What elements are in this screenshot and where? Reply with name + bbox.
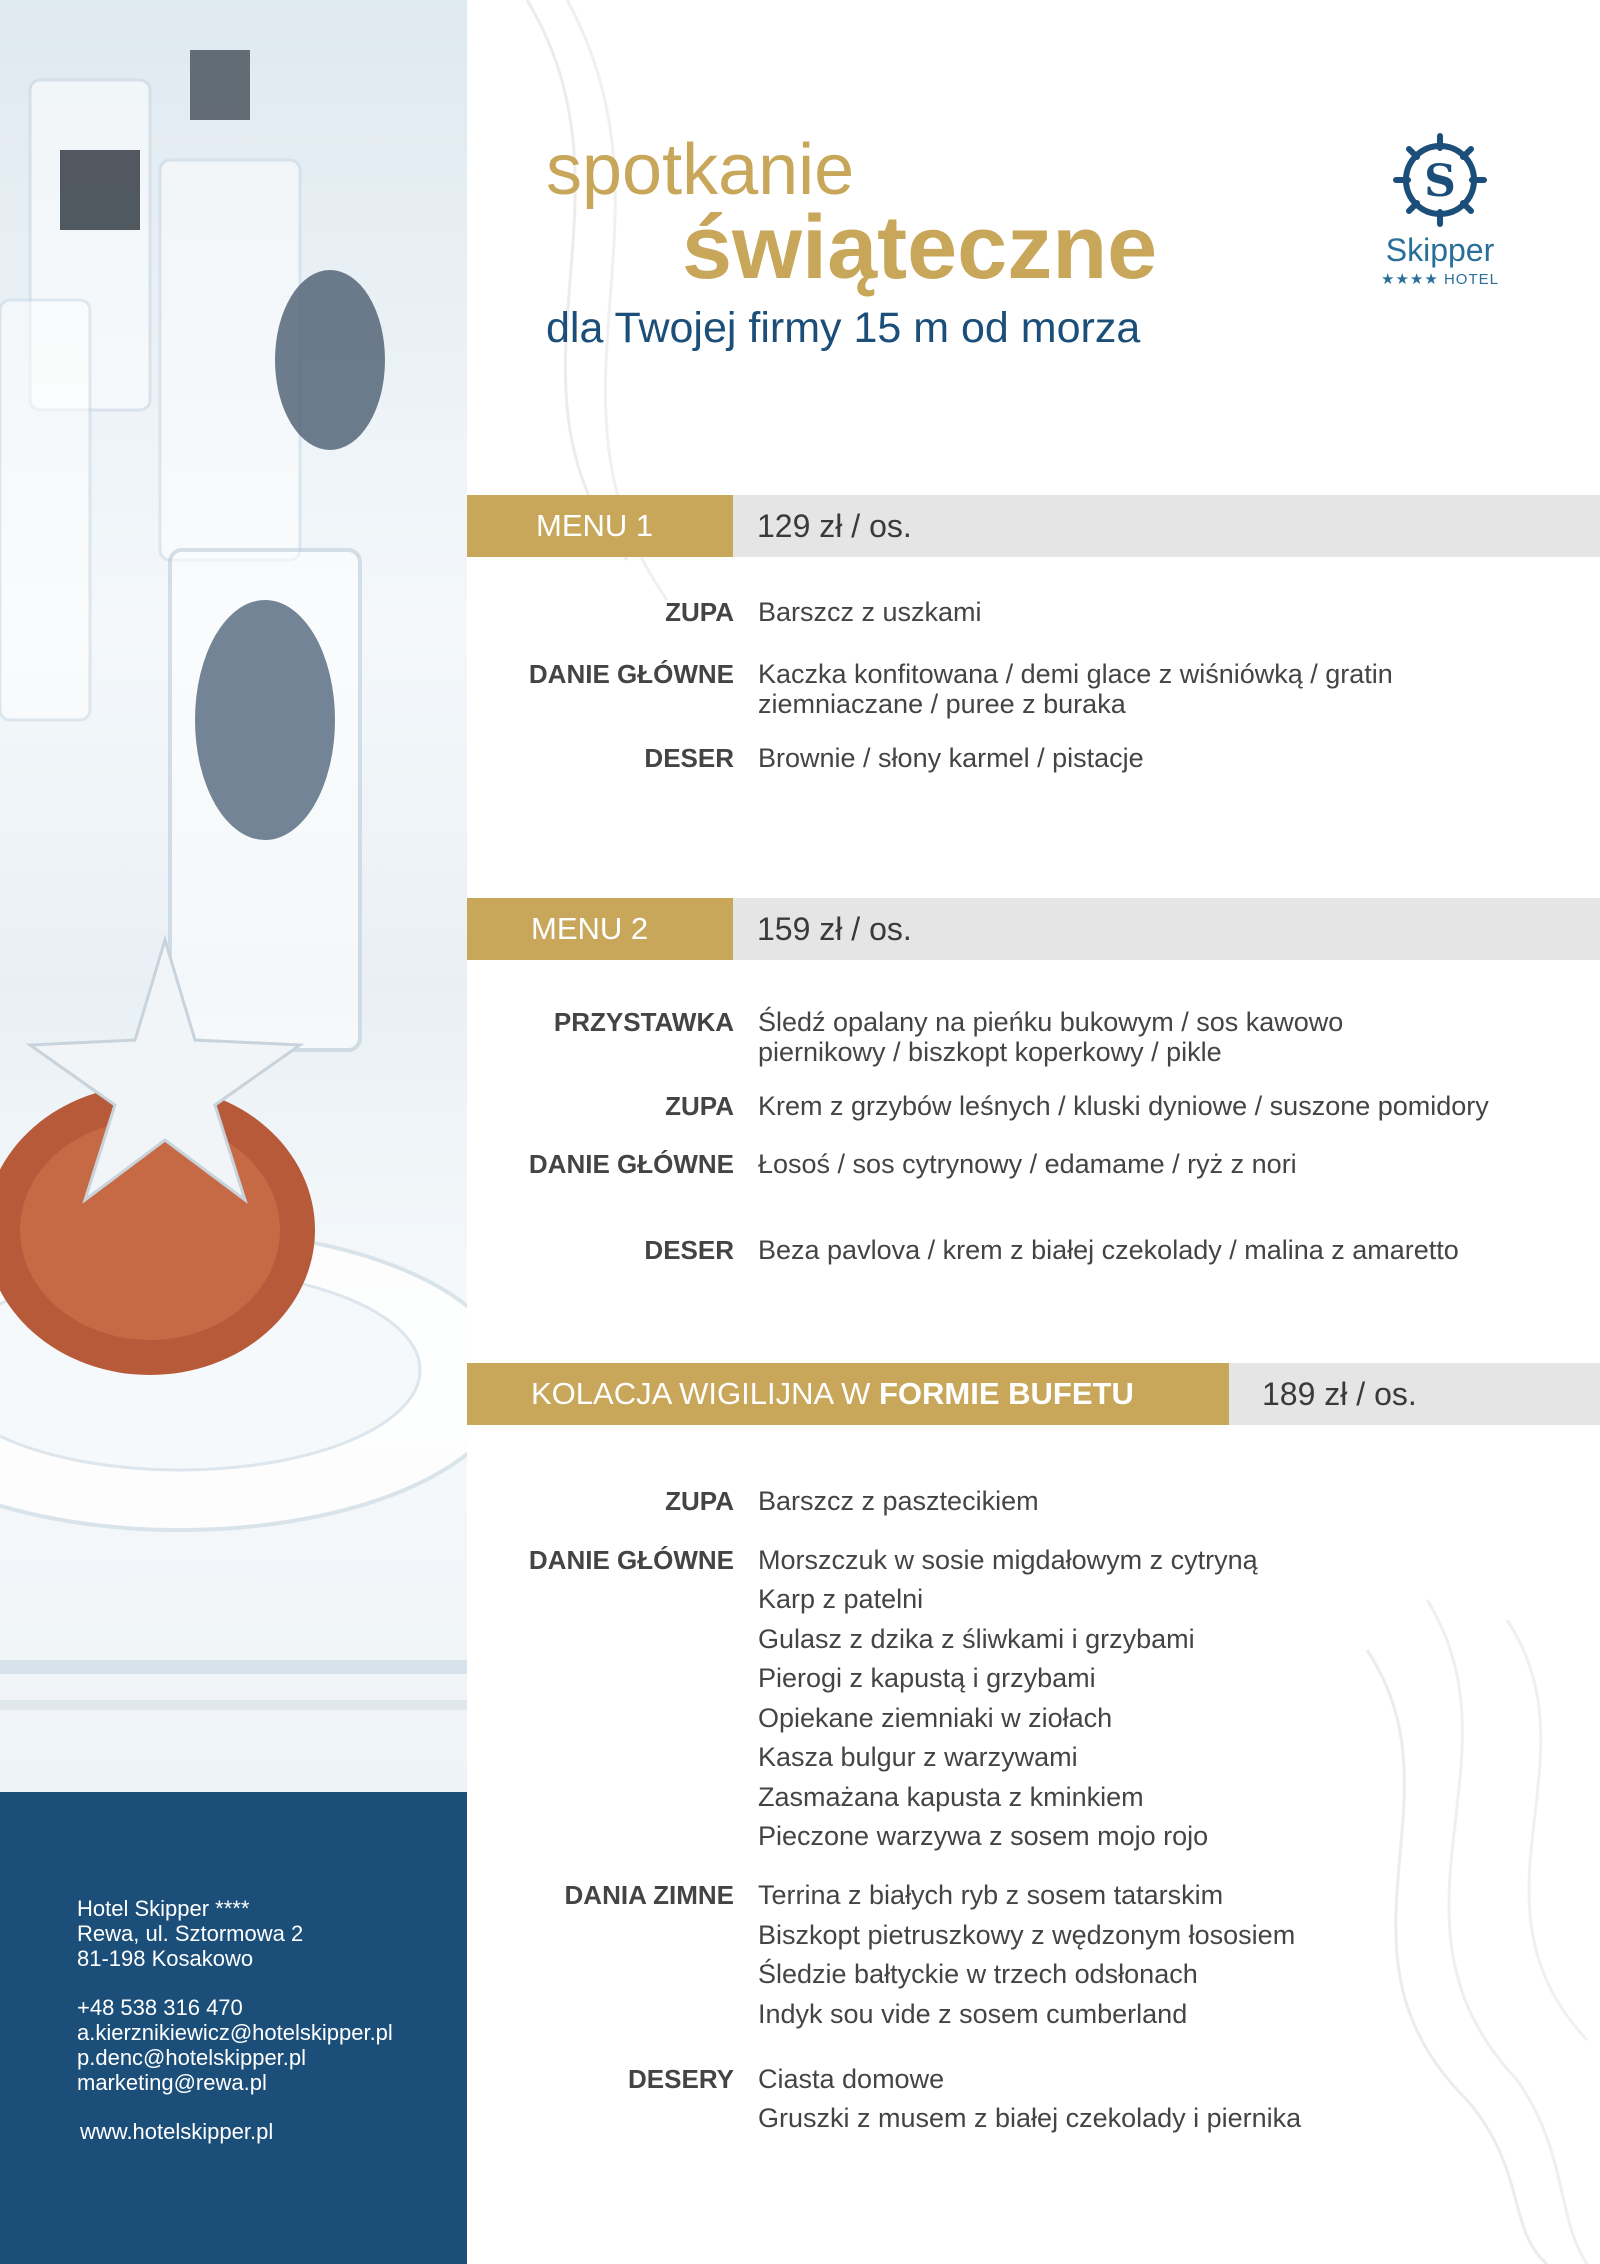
- bufet-zupa-line: Barszcz z pasztecikiem: [758, 1486, 1039, 1516]
- bufet-zimne-line: Indyk sou vide z sosem cumberland: [758, 1999, 1188, 2029]
- menu1-cat-zupa: ZUPA: [665, 597, 734, 627]
- menu2-cat-danie: DANIE GŁÓWNE: [528, 1149, 734, 1179]
- menu2-cat-zupa: ZUPA: [665, 1091, 734, 1121]
- title-line-1: spotkanie: [546, 130, 855, 210]
- title-line-2: świąteczne: [682, 198, 1158, 298]
- website-link[interactable]: www.hotelskipper.pl: [80, 2119, 274, 2144]
- bufet-danie-line: Gulasz z dzika z śliwkami i grzybami: [758, 1624, 1195, 1654]
- menu2-cat-deser: DESER: [644, 1235, 734, 1265]
- bufet-cat-danie: DANIE GŁÓWNE: [528, 1545, 734, 1575]
- phone-number: +48 538 316 470: [77, 1995, 243, 2020]
- contact-block: [0, 1792, 467, 2264]
- email-3: marketing@rewa.pl: [77, 2070, 267, 2095]
- menu1-item-zupa: Barszcz z uszkami: [758, 597, 982, 627]
- email-2: p.denc@hotelskipper.pl: [77, 2045, 307, 2070]
- menu2-item-zupa: Krem z grzybów leśnych / kluski dyniowe / suszone pomidory: [758, 1091, 1489, 1121]
- logo-subtitle: ★★★★ HOTEL: [1381, 271, 1499, 288]
- menu1-cat-deser: DESER: [644, 743, 734, 773]
- bufet-header-bar: [467, 1363, 1600, 1425]
- menu2-label: MENU 2: [467, 898, 733, 960]
- menu1-label: MENU 1: [467, 495, 733, 557]
- bufet-danie-line: Karp z patelni: [758, 1584, 924, 1614]
- menu2-item-danie: Łosoś / sos cytrynowy / edamame / ryż z nori: [758, 1149, 1297, 1179]
- hotel-name: Hotel Skipper ****: [77, 1896, 250, 1921]
- subtitle: dla Twojej firmy 15 m od morza: [546, 304, 1141, 352]
- bufet-price: 189 zł / os.: [1262, 1376, 1417, 1412]
- address-line-2: 81-198 Kosakowo: [77, 1946, 254, 1971]
- menu2-header-bar: [467, 898, 1600, 960]
- bufet-zimne-line: Biszkopt pietruszkowy z wędzonym łososiem: [758, 1920, 1296, 1950]
- bufet-zimne-line: Terrina z białych ryb z sosem tatarskim: [758, 1880, 1224, 1910]
- menu2-item-deser: Beza pavlova / krem z białej czekolady / malina z amaretto: [758, 1235, 1459, 1265]
- table-setting-photo: [0, 0, 467, 1792]
- bufet-danie-line: Pieczone warzywa z sosem mojo rojo: [758, 1821, 1209, 1851]
- bufet-danie-line: Pierogi z kapustą i grzybami: [758, 1663, 1096, 1693]
- menu2-item-przystawka: Śledź opalany na pieńku bukowym / sos kawowo piernikowy / biszkopt koperkowy / pikle: [758, 1007, 1344, 1067]
- menu1-header-bar: [467, 495, 1600, 557]
- address-line-1: Rewa, ul. Sztormowa 2: [77, 1921, 304, 1946]
- bufet-danie-line: Kasza bulgur z warzywami: [758, 1742, 1078, 1772]
- menu1-item-deser: Brownie / słony karmel / pistacje: [758, 743, 1144, 773]
- bufet-cat-zupa: ZUPA: [665, 1486, 734, 1516]
- menu1-cat-danie: DANIE GŁÓWNE: [528, 659, 734, 689]
- svg-text:S: S: [1424, 156, 1456, 207]
- menu1-price: 129 zł / os.: [757, 508, 912, 544]
- bufet-desery-line: Ciasta domowe: [758, 2064, 945, 2094]
- ship-wheel-icon: [1370, 130, 1510, 230]
- hotel-logo: [1370, 130, 1510, 300]
- bufet-cat-desery: DESERY: [628, 2064, 734, 2094]
- menu1-item-danie: Kaczka konfitowana / demi glace z wiśniówką / gratin ziemniaczane / puree z buraka: [758, 659, 1393, 719]
- bufet-zimne-line: Śledzie bałtyckie w trzech odsłonach: [758, 1959, 1198, 1989]
- menu2-cat-przystawka: PRZYSTAWKA: [553, 1007, 734, 1037]
- bufet-danie-line: Morszczuk w sosie migdałowym z cytryną: [758, 1545, 1258, 1575]
- bufet-cat-zimne: DANIA ZIMNE: [564, 1880, 734, 1910]
- menu2-price: 159 zł / os.: [757, 911, 912, 947]
- email-1: a.kierznikiewicz@hotelskipper.pl: [77, 2020, 393, 2045]
- bufet-danie-line: Opiekane ziemniaki w ziołach: [758, 1703, 1113, 1733]
- bufet-label: KOLACJA WIGILIJNA W FORMIE BUFETU: [467, 1363, 1229, 1425]
- sidebar: [0, 0, 467, 2264]
- bufet-danie-line: Zasmażana kapusta z kminkiem: [758, 1782, 1144, 1812]
- logo-brand: Skipper: [1385, 232, 1495, 268]
- bufet-desery-line: Gruszki z musem z białej czekolady i piernika: [758, 2103, 1302, 2133]
